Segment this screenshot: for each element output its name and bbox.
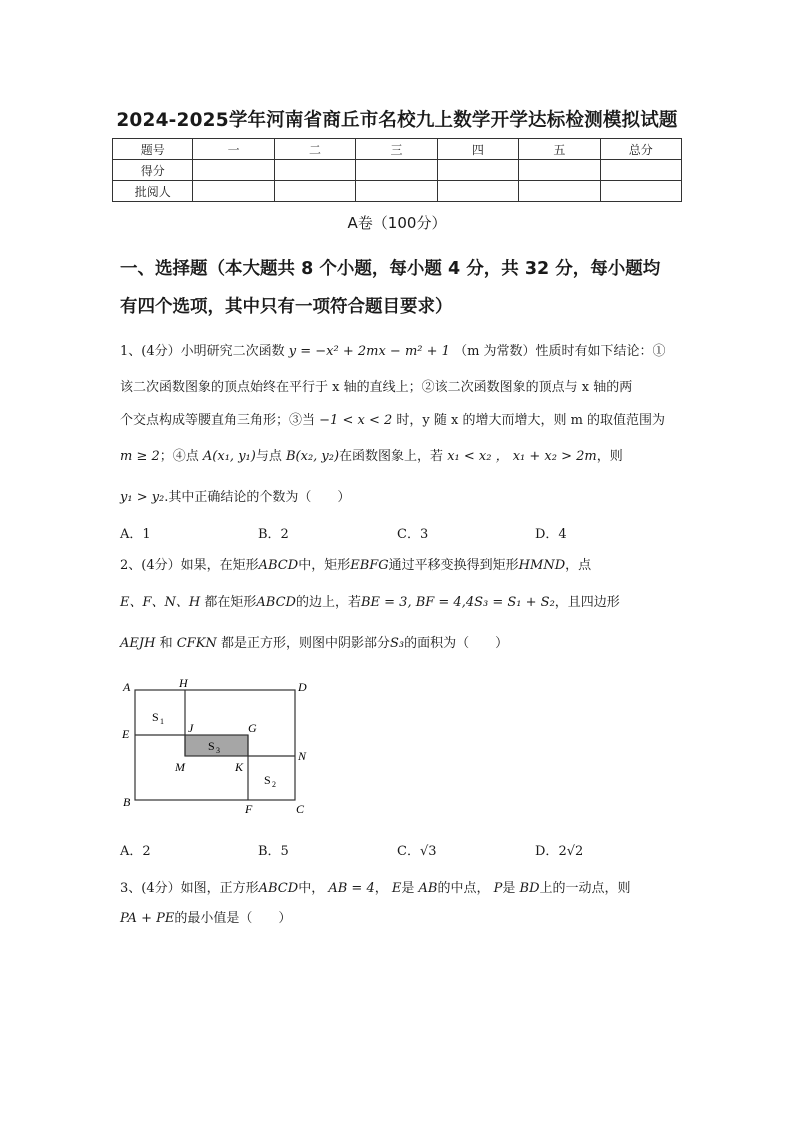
q3-math: ABCD [258,881,299,896]
paper-title: A卷（100分） [347,214,447,232]
q2-option-b[interactable]: B．5 [258,844,289,859]
q2-math: E、F、N、H [120,595,201,610]
q1-math: A(x₁, y₁) [202,449,256,464]
q2-text: 的边上，若 [295,595,361,610]
q2-text: 都是正方形，则图中阴影部分 [220,636,390,651]
q3-text: 的中点， [437,881,490,896]
q1-option-c[interactable]: C．3 [397,527,429,542]
label-e: E [122,727,130,741]
q2-math: AEJH [120,636,156,651]
score-cell [600,181,681,202]
q2-line2 [120,591,620,610]
q1-text: ；④点 [159,449,199,464]
label-k: K [235,760,244,774]
q1-text: （m 为常数）性质时有如下结论：① [454,344,666,359]
q2-line3 [120,632,508,651]
q1-text: 在函数图象上，若 [339,449,444,464]
q3-math: PA + PE [120,911,175,926]
q1-text: 与点 [255,449,282,464]
q1-math: B(x₂, y₂) [285,449,340,464]
exam-title: 2024-2025学年河南省商丘市名校九上数学开学达标检测模拟试题 [116,110,678,131]
q3-line2 [120,907,291,926]
label-s1: S [152,710,159,724]
score-cell [356,181,437,202]
score-cell [193,181,274,202]
label-m: M [175,760,185,774]
q1-math: x₁ < x₂ ， x₁ + x₂ > 2m [447,449,597,464]
q2-option-c-math: √3 [419,844,437,859]
score-header-cell: 五 [519,139,600,160]
q3-text: 的最小值是（ ） [174,911,292,926]
score-table [112,138,682,202]
label-s3-sub: 3 [216,746,220,755]
score-cell [437,160,518,181]
q2-math: BE = 3, BF = 4,4S₃ = S₁ + S₂ [360,595,555,610]
q3-text: 是 [502,881,516,896]
q1-line5 [120,486,350,505]
q1-line1 [120,340,666,359]
q2-text: 2、(4分）如果，在矩形 [120,558,259,573]
label-j: J [188,721,194,735]
section-heading-line1: 一、选择题（本大题共 8 个小题，每小题 4 分，共 32 分，每小题均 [120,259,661,279]
reviewer-row-label: 批阅人 [113,181,193,202]
score-cell [600,160,681,181]
q1-option-a[interactable]: A．1 [120,527,151,542]
section-heading-line2: 有四个选项，其中只有一项符合题目要求） [120,297,453,317]
q3-math: AB = 4 [328,881,375,896]
q2-math: ABCD [256,595,296,610]
q2-math: ABCD [258,558,299,573]
q3-text: 是 [401,881,415,896]
score-cell [519,181,600,202]
q1-option-b[interactable]: B．2 [258,527,289,542]
label-a: A [123,680,131,694]
q3-text: 中， [298,881,325,896]
score-header-cell: 总分 [600,139,681,160]
score-cell [274,160,355,181]
label-c: C [296,802,305,816]
q1-line4 [120,445,623,464]
label-s1-sub: 1 [160,717,164,726]
q1-text: .其中正确结论的个数为（ ） [164,490,351,505]
q2-text: ，点 [565,558,592,573]
q2-text: 和 [159,636,173,651]
reviewer-row [113,181,682,202]
q2-math: EBFG [350,558,389,573]
q2-text: 中，矩形 [298,558,351,573]
label-b: B [123,795,131,809]
rectangle-figure [118,676,318,821]
q2-text: 的面积为（ ） [404,636,509,651]
q2-text: 都在矩形 [204,595,257,610]
q2-option-d-math: 2√2 [558,844,584,859]
score-header-cell: 四 [437,139,518,160]
q2-option-d-label: D． [535,844,559,859]
label-s3: S [208,739,215,753]
q1-line3 [120,409,665,428]
q3-text: 上的一动点，则 [539,881,631,896]
q2-text: ，且四边形 [554,595,620,610]
q1-option-d[interactable]: D．4 [535,527,567,542]
label-n: N [298,749,307,763]
score-header-cell: 二 [274,139,355,160]
score-row [113,160,682,181]
q3-text: 3、(4分）如图，正方形 [120,881,259,896]
q1-range-math: −1 < x < 2 [319,413,393,428]
q3-math: P [493,881,503,896]
q3-math: AB [418,881,438,896]
score-header-cell: 一 [193,139,274,160]
q2-option-a[interactable]: A．2 [120,844,151,859]
score-cell [519,160,600,181]
q2-math: HMND [518,558,566,573]
score-row-label: 得分 [113,160,193,181]
label-s2-sub: 2 [272,780,276,789]
q2-option-c-label: C． [397,844,420,859]
q1-text: 个交点构成等腰直角三角形；③当 [120,413,316,428]
q2-option-d[interactable] [535,840,583,859]
score-cell [274,181,355,202]
q3-math: BD [519,881,540,896]
score-cell [193,160,274,181]
score-cell [356,160,437,181]
q3-text: ， [374,881,388,896]
q2-math: CFKN [176,636,217,651]
q1-text: ，则 [596,449,623,464]
score-header-cell: 三 [356,139,437,160]
score-table-header-row [113,139,682,160]
q3-line1 [120,877,631,896]
label-f: F [245,802,253,816]
score-header-cell: 题号 [113,139,193,160]
label-h: H [179,676,188,690]
q1-function-math: y = −x² + 2mx − m² + 1 [288,344,450,359]
q2-math: S₃ [389,636,405,651]
q1-math: m ≥ 2 [120,449,160,464]
q1-line2: 该二次函数图象的顶点始终在平行于 x 轴的直线上；②该二次函数图象的顶点与 x 轴的两 [120,380,633,395]
q1-text: 时，y 随 x 的增大而增大，则 m 的取值范围为 [396,413,666,428]
q2-text: 通过平移变换得到矩形 [388,558,519,573]
q3-math: E [391,881,402,896]
q2-line1 [120,554,591,573]
label-g: G [248,721,257,735]
q2-option-c[interactable] [397,840,437,859]
label-d: D [298,680,307,694]
label-s2: S [264,773,271,787]
q1-math: y₁ > y₂ [120,490,165,505]
score-cell [437,181,518,202]
q1-text: 1、(4分）小明研究二次函数 [120,344,285,359]
